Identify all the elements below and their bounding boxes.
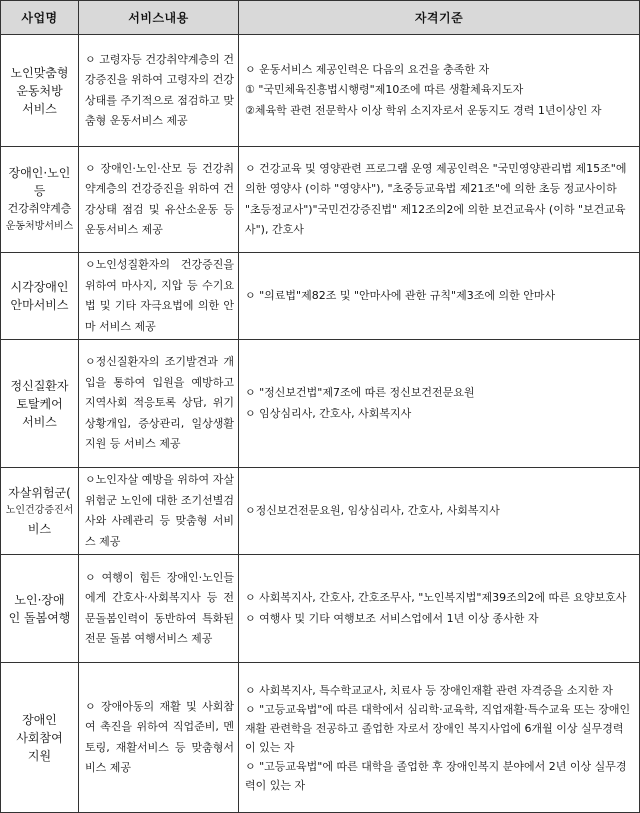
business-name-line: 자살위험군( [8,486,71,500]
header-service-content: 서비스내용 [79,1,239,35]
header-business-name: 사업명 [1,1,79,35]
business-name-line: 서비스 [22,101,57,116]
service-content-text: ㅇ정신질환자의 조기발견과 개입을 통하여 입원을 예방하고 지역사회 적응토록 상담, 위기상황개입, 증상관리, 일상생활지원 등 서비스 제공 [85,355,234,451]
business-name-line: 노인맞춤형 [10,65,69,80]
qualification-item: ① "국민체육진흥법시행령"제10조에 따른 생활체육지도자 [245,83,524,97]
service-content-text: ㅇ 장애아동의 재활 및 사회참여 촉진을 위하여 직업준비, 멘토링, 재활서비스 등 맞춤형서비스 제공 [85,699,234,774]
qualification-item: ㅇ 임상심리사, 간호사, 사회복지사 [245,406,412,420]
business-name-line: 정신질환자 [10,378,69,393]
table-row [1,555,640,663]
service-content-cell [79,663,239,813]
qualification-cell [239,147,640,253]
business-name-line: 장애인 [22,712,57,727]
business-name-line: 노인·장애 [14,592,65,607]
business-name-line: 토탈케어 [16,396,63,411]
business-name-line: 운동처방서비스 [5,220,74,232]
business-name-cell [1,147,79,253]
qualification-cell [239,35,640,147]
service-content-text: ㅇ 고령자등 건강취약계층의 건강증진을 위하여 고령자의 건강상태를 주기적으로 점검하고 맞춤형 운동서비스 제공 [85,52,234,127]
qualification-item: ㅇ 사회복지사, 특수학교교사, 치료사 등 장애인재활 관련 자격증을 소지한 자 [245,683,613,697]
qualification-item: ㅇ 사회복지사, 간호사, 간호조무사, "노인복지법"제39조의2에 따른 요양보호사 [245,591,627,604]
business-name-line: 운동처방 [16,83,63,98]
business-name-line: 시각장애인 [10,280,69,294]
qualification-cell [239,340,640,468]
qualification-item: ㅇ "고등교육법"에 따른 대학에서 심리학·교육학, 직업재활·특수교육 또는 장애인 재활 관련학을 전공하고 졸업한 자로서 장애인 복지사업에 6개월 이상 실무경력이 있는 자 [245,702,631,754]
qualification-cell [239,555,640,663]
business-name-cell [1,555,79,663]
service-content-text: ㅇ노인성질환자의 건강증진을 위하여 마사지, 지압 등 수기요법 및 기타 자극요법에 의한 안마 서비스 제공 [85,258,234,333]
header-qualification: 자격기준 [239,1,640,35]
business-name-cell [1,663,79,813]
business-name-line: 등 [33,183,46,198]
business-name-cell [1,340,79,468]
business-name-line: 건강취약계층 [7,201,72,215]
business-name-cell [1,35,79,147]
table-row [1,35,640,147]
table-row [1,253,640,340]
business-name-line: 비스 [27,522,52,536]
business-name-line: 인 돌봄여행 [8,610,71,625]
service-content-cell [79,147,239,253]
qualification-cell [239,253,640,340]
business-name-line: 안마서비스 [10,298,69,312]
qualification-item: ㅇ "의료법"제82조 및 "안마사에 관한 규칙"제3조에 의한 안마사 [245,288,556,302]
qualification-item: ㅇ 운동서비스 제공인력은 다음의 요건을 충족한 자 [245,62,490,76]
table-row [1,340,640,468]
service-content-cell [79,35,239,147]
qualification-item: ㅇ 여행사 및 기타 여행보조 서비스업에서 1년 이상 종사한 자 [245,611,539,625]
business-name-line: 노인건강증진서 [5,505,74,516]
qualification-item: ㅇ정신보건전문요원, 임상심리사, 간호사, 사회복지사 [245,503,500,517]
business-name-line: 서비스 [22,414,57,429]
service-content-text: ㅇ 여행이 힘든 장애인·노인들에게 간호사·사회복지사 등 전문돌봄인력이 동반하여 특화된 전문 돌봄 여행서비스 제공 [85,570,234,645]
service-content-text: ㅇ노인자살 예방을 위하여 자살 위험군 노인에 대한 조기선별검사와 사례관리 등 맞춤형 서비스 제공 [85,473,234,548]
table-row [1,663,640,813]
header-row [1,1,640,35]
qualification-item: ㅇ "고등교육법"에 따른 대학을 졸업한 후 장애인복지 분야에서 2년 이상 실무경력이 있는 자 [245,759,627,792]
service-content-text: ㅇ 장애인·노인·산모 등 건강취약계층의 건강증진을 위하여 건강상태 점검 및 유산소운동 등 운동서비스 제공 [85,161,234,236]
qualification-cell [239,468,640,555]
service-content-cell [79,340,239,468]
business-name-line: 사회참여 [16,730,63,745]
table-row [1,468,640,555]
service-content-cell [79,555,239,663]
business-name-line: 지원 [27,748,52,763]
qualification-item: ②체육학 관련 전문학사 이상 학위 소지자로서 운동지도 경력 1년이상인 자 [245,103,602,117]
business-name-cell [1,468,79,555]
table-row [1,147,640,253]
business-name-line: 장애인·노인 [8,165,71,180]
qualification-cell [239,663,640,813]
qualification-item: ㅇ 건강교육 및 영양관련 프로그램 운영 제공인력은 "국민영양관리법 제15조"에 의한 영양사 (이하 "영양사"), "초중등교육법 제21조"에 의한 초등 정교사이하 "초등정교사")"국민건강증진법" 제12조의2에 의한 보건교육사 (이하 "보건교육사"), 간호사 [245,161,627,236]
service-content-cell [79,253,239,340]
service-content-cell [79,468,239,555]
business-name-cell [1,253,79,340]
qualification-item: ㅇ "정신보건법"제7조에 따른 정신보건전문요원 [245,386,475,399]
